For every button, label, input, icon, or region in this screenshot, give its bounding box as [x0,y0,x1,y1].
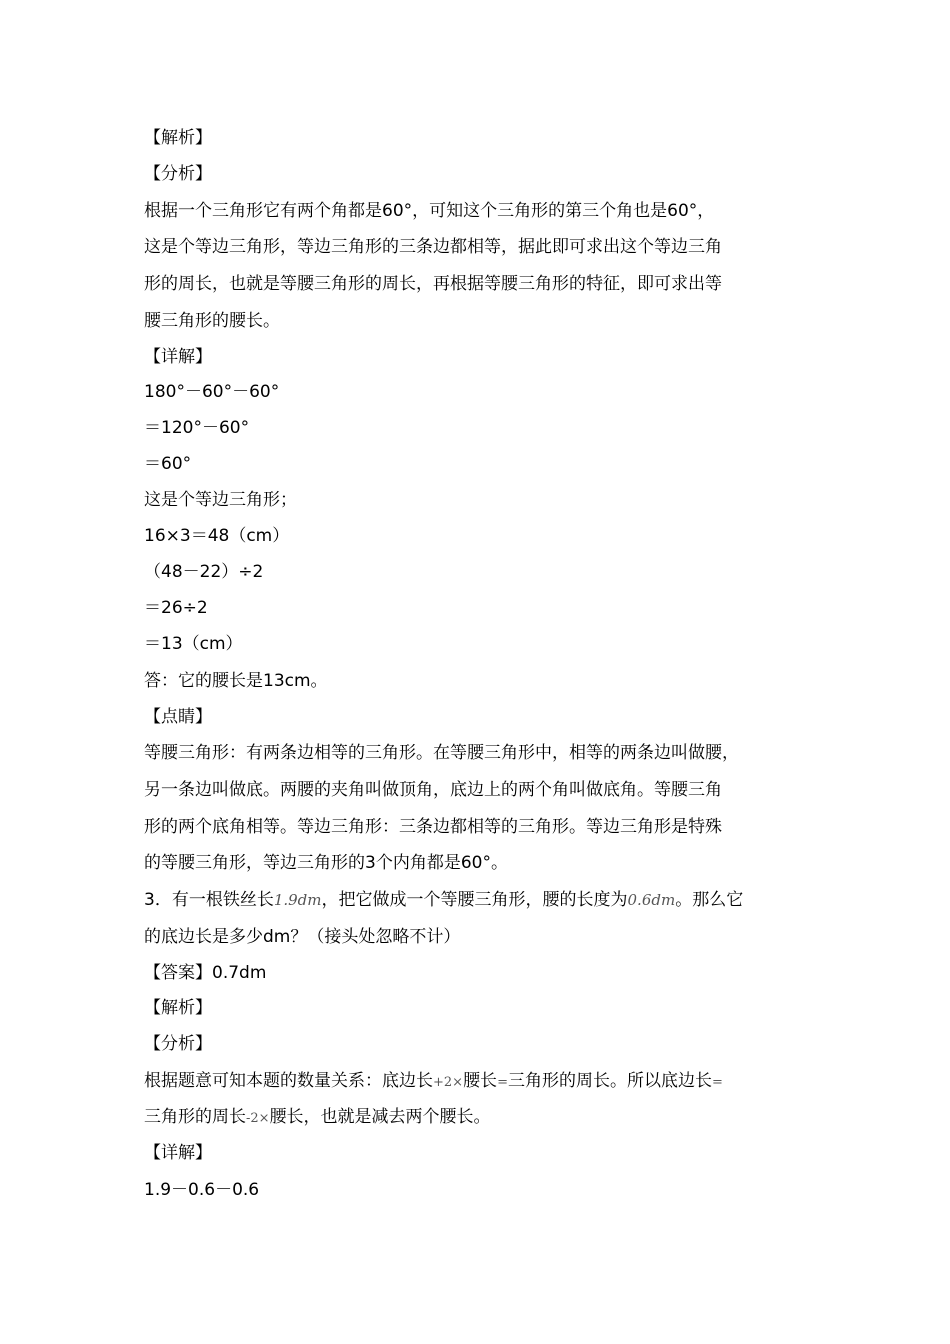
math-operator: = [711,1075,723,1090]
equation-line: （48－22）÷2 [144,562,264,582]
equation-line: 1.9－0.6－0.6 [144,1180,260,1200]
paragraph-line: 等腰三角形：有两条边相等的三角形。在等腰三角形中，相等的两条边叫做腰， [144,743,739,763]
equation-line: ＝60° [144,454,192,474]
math-operator: -2× [246,1111,270,1126]
question-text: 。那么它 [675,890,744,910]
equation-line: 180°－60°－60° [144,382,280,402]
paragraph-line: 形的周长，也就是等腰三角形的周长，再根据等腰三角形的特征，即可求出等 [144,274,722,294]
paragraph-text: 腰长 [463,1071,498,1091]
paragraph-line: 这是个等边三角形； [144,490,297,510]
paragraph-text: 三角形的周长。所以底边长 [507,1071,712,1091]
equation-line: ＝120°－60° [144,418,250,438]
equation-line: 16×3＝48（cm） [144,526,290,546]
paragraph-line [144,1070,824,1094]
paragraph-text: 腰长，也就是减去两个腰长。 [269,1107,491,1127]
math-operator: +2× [433,1075,464,1090]
section-heading-analysis: 【解析】 [144,128,212,148]
math-length-wire: 1.9dm [273,891,322,909]
math-length-leg: 0.6dm [627,891,676,909]
paragraph-text: 根据题意可知本题的数量关系：底边长 [144,1071,433,1091]
answer-line: 答：它的腰长是13cm。 [144,671,328,691]
section-heading-solution: 【详解】 [144,347,212,367]
question-text: ，把它做成一个等腰三角形，腰的长度为 [321,890,628,910]
paragraph-text: 三角形的周长 [144,1107,246,1127]
equation-line: ＝13（cm） [144,634,243,654]
section-heading-analysis: 【解析】 [144,998,212,1018]
section-heading-reasoning: 【分析】 [144,1034,212,1054]
section-heading-key-point: 【点睛】 [144,707,212,727]
answer-heading: 【答案】0.7dm [144,963,267,983]
section-heading-reasoning: 【分析】 [144,164,212,184]
paragraph-line: 形的两个底角相等。等边三角形：三条边都相等的三角形。等边三角形是特殊 [144,817,722,837]
paragraph-line [144,1106,824,1130]
paragraph-line: 另一条边叫做底。两腰的夹角叫做顶角，底边上的两个角叫做底角。等腰三角 [144,780,722,800]
math-operator: = [497,1075,508,1090]
equation-line: ＝26÷2 [144,598,208,618]
paragraph-line: 这是个等边三角形，等边三角形的三条边都相等，据此即可求出这个等边三角 [144,237,722,257]
question-line: 的底边长是多少dm？（接头处忽略不计） [144,927,461,947]
paragraph-line: 腰三角形的腰长。 [144,311,280,331]
question-3-line [144,889,824,911]
paragraph-line: 根据一个三角形它有两个角都是60°，可知这个三角形的第三个角也是60°， [144,201,715,221]
paragraph-line: 的等腰三角形，等边三角形的3个内角都是60°。 [144,853,508,873]
section-heading-solution: 【详解】 [144,1143,212,1163]
question-text: 3．有一根铁丝长 [144,890,274,910]
